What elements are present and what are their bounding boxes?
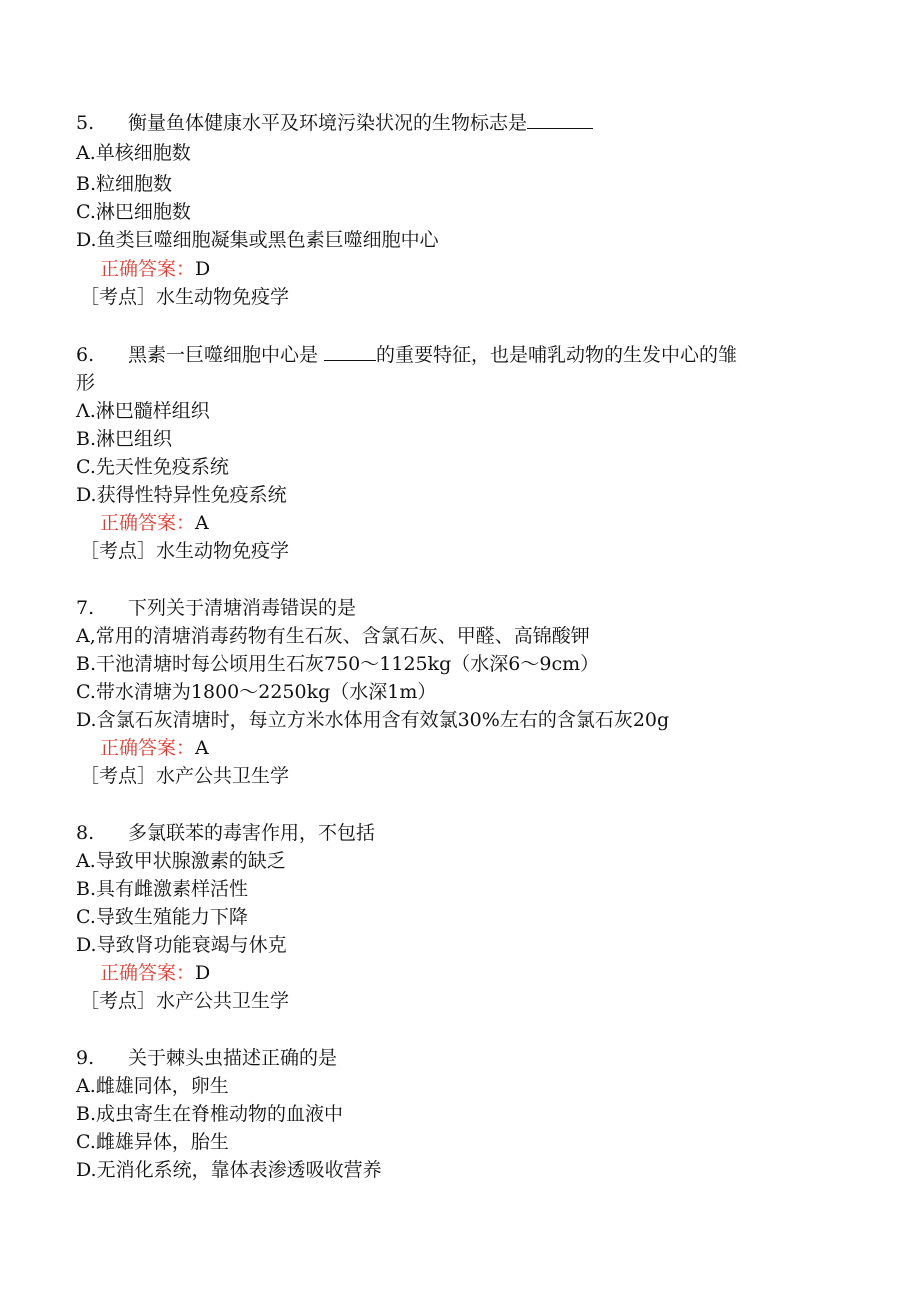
question-number: 6. xyxy=(76,344,95,366)
question-text: 关于棘头虫描述正确的是 xyxy=(128,1047,338,1069)
answer-label: 正确答案： xyxy=(100,737,196,759)
answer-value: D xyxy=(195,258,211,280)
option-d: D.获得性特异性免疫系统 xyxy=(76,484,287,506)
correct-answer xyxy=(100,510,209,536)
question-stem xyxy=(76,110,593,136)
question-number: 7. xyxy=(76,597,95,619)
answer-value: D xyxy=(195,962,211,984)
option-c: C.淋巴细胞数 xyxy=(76,201,191,223)
question-stem-continued: 形 xyxy=(76,372,96,394)
option-a: A.导致甲状腺激素的缺乏 xyxy=(76,850,286,872)
option-d: D.鱼类巨噬细胞凝集或黑色素巨噬细胞中心 xyxy=(76,229,439,251)
option-a: A.单核细胞数 xyxy=(76,142,191,164)
question-text: 多氯联苯的毒害作用，不包括 xyxy=(128,822,376,844)
correct-answer xyxy=(100,960,210,986)
answer-blank xyxy=(324,342,376,361)
option-a: Λ.淋巴髓样组织 xyxy=(76,400,210,422)
option-b: B.成虫寄生在脊椎动物的血液中 xyxy=(76,1103,344,1125)
answer-value: A xyxy=(195,737,209,759)
answer-value: A xyxy=(195,512,209,534)
option-c: C.导致生殖能力下降 xyxy=(76,906,248,928)
question-stem xyxy=(76,820,375,846)
question-number: 5. xyxy=(76,112,95,134)
option-c: C.先天性免疫系统 xyxy=(76,456,229,478)
question-text: 下列关于清塘消毒错误的是 xyxy=(128,597,357,619)
answer-blank xyxy=(527,110,593,129)
question-number: 9. xyxy=(76,1047,95,1069)
option-c: C.带水清塘为1800～2250kg（水深1m） xyxy=(76,681,437,703)
option-b: B.具有雌激素样活性 xyxy=(76,878,249,900)
topic-tag: ［考点］水产公共卫生学 xyxy=(80,990,290,1012)
option-a: A,常用的清塘消毒药物有生石灰、含氯石灰、甲醛、高锦酸钾 xyxy=(76,625,590,647)
option-d: D.含氯石灰清塘时，每立方米水体用含有效氯30%左右的含氯石灰20g xyxy=(76,709,670,731)
topic-tag: ［考点］水产公共卫生学 xyxy=(80,765,290,787)
option-d: D.导致肾功能衰竭与休克 xyxy=(76,934,287,956)
question-stem xyxy=(76,1045,337,1071)
option-c: C.雌雄异体，胎生 xyxy=(76,1131,229,1153)
question-number: 8. xyxy=(76,822,95,844)
topic-tag: ［考点］水生动物免疫学 xyxy=(80,286,290,308)
question-text: 衡量鱼体健康水平及环境污染状况的生物标志是 xyxy=(128,112,528,134)
option-b: B.淋巴组织 xyxy=(76,428,173,450)
question-text-before: 黑素一巨噬细胞中心是 xyxy=(128,344,325,366)
answer-label: 正确答案： xyxy=(100,258,196,280)
question-stem xyxy=(76,595,356,621)
topic-tag: ［考点］水生动物免疫学 xyxy=(80,540,290,562)
answer-label: 正确答案： xyxy=(100,512,196,534)
answer-label: 正确答案： xyxy=(100,962,196,984)
correct-answer xyxy=(100,256,210,282)
correct-answer xyxy=(100,735,209,761)
option-d: D.无消化系统，靠体表渗透吸收营养 xyxy=(76,1159,382,1181)
option-b: B.粒细胞数 xyxy=(76,173,173,195)
option-a: A.雌雄同体，卵生 xyxy=(76,1075,229,1097)
question-stem xyxy=(76,342,737,368)
question-text-after: 的重要特征，也是哺乳动物的生发中心的雏 xyxy=(376,344,738,366)
option-b: B.干池清塘时每公顷用生石灰750～1125kg（水深6～9cm） xyxy=(76,653,600,675)
